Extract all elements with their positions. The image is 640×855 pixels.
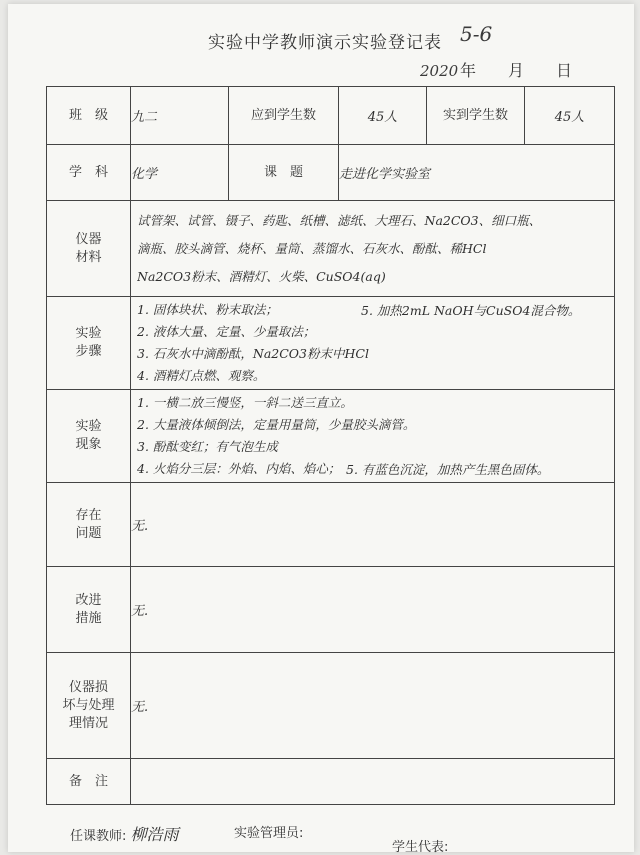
- problems-label-1: 存在: [75, 507, 102, 523]
- step-line: 1. 固体块状、粉末取法；: [137, 302, 278, 317]
- row-equipment: [47, 201, 615, 297]
- expected-students-label: 应到学生数: [229, 87, 339, 145]
- subject-label: 学 科: [47, 145, 131, 201]
- class-value: 九二: [131, 87, 229, 145]
- form-title: 实验中学教师演示实验登记表: [208, 33, 442, 53]
- equipment-line: 试管架、试管、镊子、药匙、纸槽、滤纸、大理石、Na2CO3、细口瓶、: [137, 212, 542, 228]
- date-year: 2020: [420, 62, 459, 80]
- improve-label-1: 改进: [75, 592, 102, 608]
- teacher-signature: 柳浩雨: [130, 825, 179, 844]
- row-steps: [47, 297, 615, 390]
- steps-label-2: 步骤: [75, 344, 102, 359]
- phenomena-content: [131, 390, 615, 483]
- registration-table: [46, 86, 615, 805]
- improve-label: [47, 567, 131, 653]
- equipment-label-2: 材料: [75, 249, 102, 265]
- step-side-note: 5. 加热2mL NaOH与CuSO4混合物。: [361, 303, 581, 318]
- equipment-label: [47, 201, 131, 297]
- phenomenon-line: 2. 大量液体倾倒法，定量用量筒，少量胶头滴管。: [137, 417, 416, 432]
- subject-value: 化学: [131, 145, 229, 201]
- row-improve: [47, 567, 615, 653]
- manager-label: 实验管理员:: [234, 826, 304, 841]
- problems-value: 无.: [131, 483, 615, 567]
- year-label: 年: [460, 61, 477, 80]
- student-rep-label: 学生代表:: [392, 840, 449, 855]
- damage-label-1: 仪器损: [68, 679, 108, 695]
- steps-label-1: 实验: [75, 326, 102, 341]
- step-line: 4. 酒精灯点燃、观察。: [137, 368, 266, 383]
- row-damage: [47, 653, 615, 759]
- month-label: 月: [508, 61, 525, 80]
- step-line: 2. 液体大量、定量、少量取法；: [137, 324, 316, 339]
- date-row: [8, 58, 634, 82]
- improve-label-2: 措施: [75, 610, 102, 626]
- improve-value: 无.: [131, 567, 615, 653]
- phenomenon-line: 4. 火焰分三层：外焰、内焰、焰心；: [137, 461, 341, 476]
- equipment-line: Na2CO3粉末、酒精灯、火柴、CuSO4(aq): [137, 268, 386, 284]
- equipment-list: [131, 201, 615, 297]
- teacher-label: 任课教师:: [70, 829, 127, 844]
- steps-content: [131, 297, 615, 390]
- damage-value: 无.: [131, 653, 615, 759]
- phenomenon-side-note: 5. 有蓝色沉淀，加热产生黑色固体。: [346, 462, 550, 477]
- row-problems: [47, 483, 615, 567]
- row-class: [47, 87, 615, 145]
- topic-label: 课 题: [229, 145, 339, 201]
- day-label: 日: [556, 61, 573, 80]
- form-number: 5-6: [460, 22, 493, 46]
- problems-label: [47, 483, 131, 567]
- remarks-label: 备 注: [47, 759, 131, 805]
- actual-students-label: 实到学生数: [427, 87, 525, 145]
- damage-label-2: 坏与处理: [62, 697, 115, 713]
- expected-students-value: 45人: [339, 87, 427, 145]
- damage-label-3: 理情况: [68, 715, 108, 731]
- steps-label: [47, 297, 131, 390]
- equipment-line: 滴瓶、胶头滴管、烧杯、量筒、蒸馏水、石灰水、酚酞、稀HCl: [137, 240, 487, 256]
- problems-label-2: 问题: [75, 525, 102, 541]
- phenomena-label: [47, 390, 131, 483]
- row-remarks: [47, 759, 615, 805]
- equipment-label-1: 仪器: [75, 231, 102, 247]
- actual-students-value: 45人: [525, 87, 615, 145]
- phenomenon-line: 1. 一横二放三慢竖，一斜二送三直立。: [137, 395, 353, 410]
- row-phenomena: [47, 390, 615, 483]
- remarks-value: [131, 759, 615, 805]
- row-subject: [47, 145, 615, 201]
- class-label: 班 级: [47, 87, 131, 145]
- phenomena-label-2: 现象: [75, 437, 102, 452]
- teacher-field: [70, 822, 179, 845]
- phenomenon-line: 3. 酚酞变红；有气泡生成: [137, 439, 278, 454]
- step-line: 3. 石灰水中滴酚酞，Na2CO3粉末中HCl: [137, 346, 369, 361]
- topic-value: 走进化学实验室: [339, 145, 615, 201]
- phenomena-label-1: 实验: [75, 419, 102, 434]
- form-sheet: [8, 4, 634, 855]
- damage-label: [47, 653, 131, 759]
